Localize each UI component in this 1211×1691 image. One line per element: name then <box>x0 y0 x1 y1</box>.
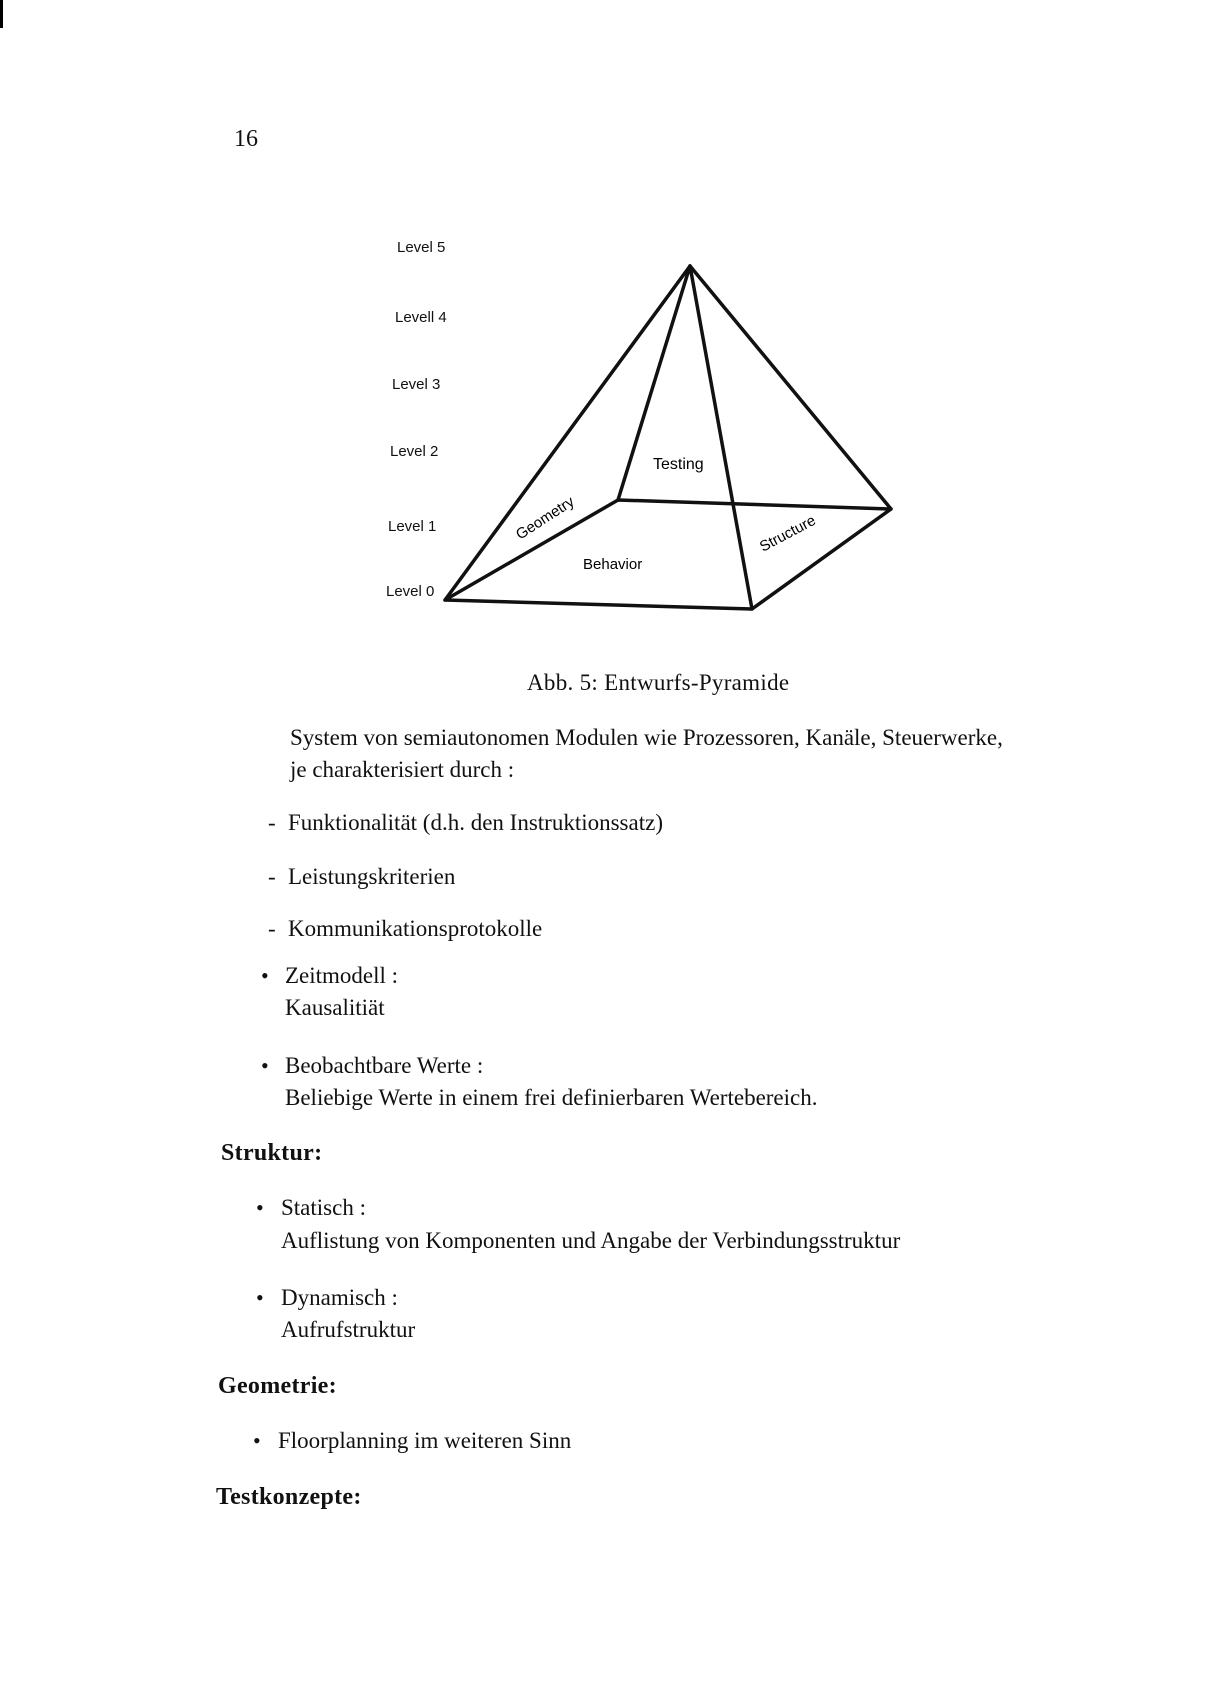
intro-line-1: System von semiautonomen Modulen wie Prozessoren, Kanäle, Steuerwerke, <box>290 725 1003 750</box>
pyramid-edge-front-left <box>445 266 690 600</box>
bullet-zeitmodell-title: Zeitmodell : <box>285 963 399 988</box>
level-0-label: Level 0 <box>386 583 435 600</box>
heading-struktur: Struktur: <box>221 1140 323 1166</box>
bullet-beobachtbare-werte-body: Beliebige Werte in einem frei definierbaren Wertebereich. <box>285 1085 818 1110</box>
bullet-marker: • <box>261 963 269 988</box>
design-pyramid-figure <box>0 0 1211 700</box>
dash-marker: - <box>268 864 276 889</box>
level-3-label: Level 3 <box>392 376 441 393</box>
bullet-statisch-body: Auflistung von Komponenten und Angabe der Verbindungsstruktur <box>281 1228 901 1253</box>
pyramid-edge-back-right <box>690 266 891 509</box>
bullet-zeitmodell-body: Kausalitiät <box>285 995 385 1020</box>
bullet-dynamisch-body: Aufrufstruktur <box>281 1317 416 1342</box>
bullet-marker: • <box>256 1195 264 1220</box>
level-5-label: Level 5 <box>397 239 446 256</box>
level-1-label: Level 1 <box>388 518 437 535</box>
dash-marker: - <box>268 916 276 941</box>
heading-geometrie: Geometrie: <box>218 1373 337 1399</box>
dash-item-leistungskriterien: Leistungskriterien <box>288 864 456 889</box>
face-label-testing: Testing <box>653 456 704 473</box>
level-4-label: Levell 4 <box>395 309 447 326</box>
bullet-marker: • <box>253 1428 261 1453</box>
face-label-geometry: Geometry <box>512 493 578 544</box>
dash-item-funktionalitaet: Funktionalität (d.h. den Instruktionssatz) <box>288 810 663 835</box>
bullet-marker: • <box>261 1053 269 1078</box>
bullet-marker: • <box>256 1285 264 1310</box>
intro-line-2: je charakterisiert durch : <box>290 757 515 782</box>
dash-marker: - <box>268 810 276 835</box>
face-label-structure: Structure <box>756 511 819 556</box>
heading-testkonzepte: Testkonzepte: <box>216 1484 362 1510</box>
bullet-statisch-title: Statisch : <box>281 1195 366 1220</box>
pyramid-base <box>445 500 891 609</box>
bullet-dynamisch-title: Dynamisch : <box>281 1285 398 1310</box>
pyramid-edge-front-right <box>690 266 752 609</box>
face-label-behavior: Behavior <box>583 556 643 573</box>
page-number: 16 <box>234 126 258 152</box>
bullet-beobachtbare-werte-title: Beobachtbare Werte : <box>285 1053 484 1078</box>
dash-item-kommunikationsprotokolle: Kommunikationsprotokolle <box>288 916 543 941</box>
level-2-label: Level 2 <box>390 443 439 460</box>
bullet-floorplanning: Floorplanning im weiteren Sinn <box>278 1428 572 1453</box>
figure-caption: Abb. 5: Entwurfs-Pyramide <box>527 670 790 695</box>
